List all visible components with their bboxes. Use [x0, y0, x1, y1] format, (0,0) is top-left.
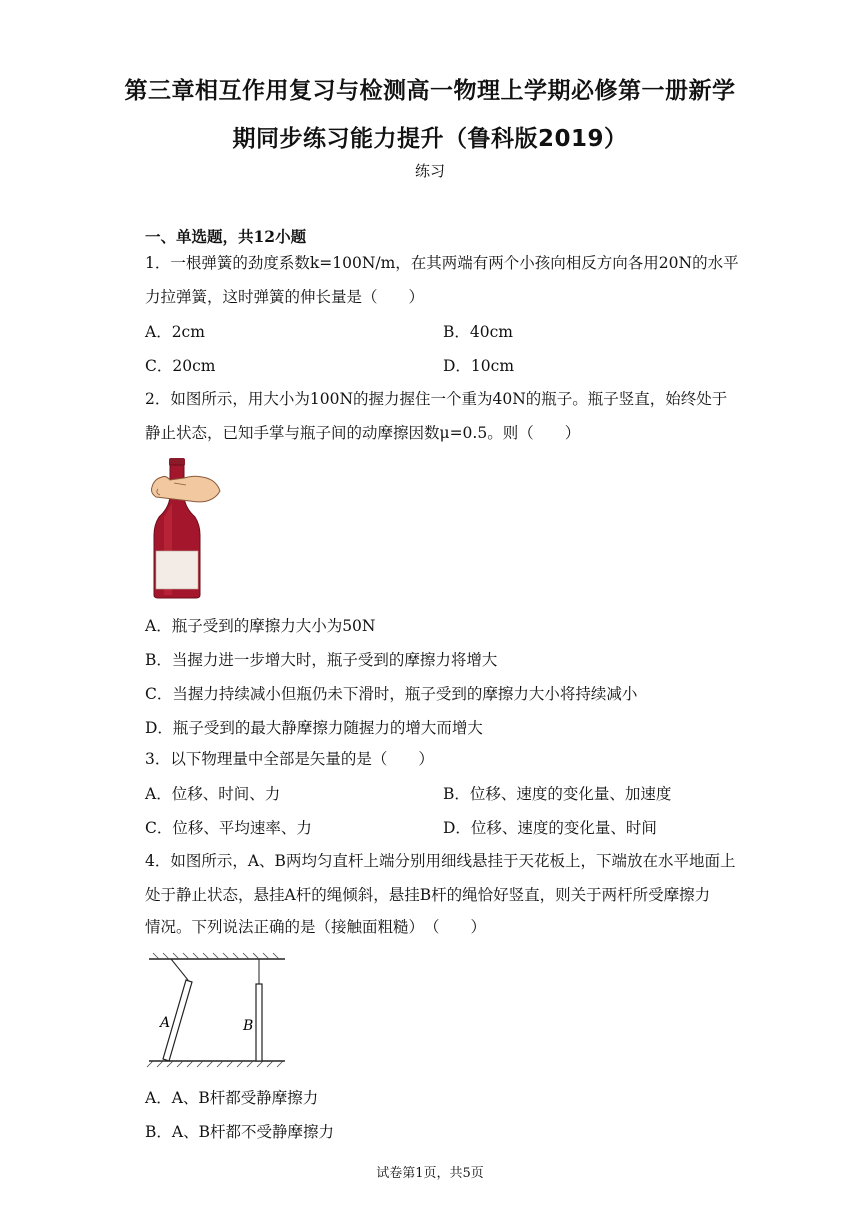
wine-bottle-hand-figure	[150, 455, 225, 600]
page-footer: 试卷第1页，共5页	[376, 1166, 484, 1181]
q4-line1: 4．如图所示，A、B两均匀直杆上端分别用细线悬挂于天花板上，下端放在水平地面上	[145, 852, 736, 870]
q1-option-a: A．2cm	[145, 323, 205, 341]
q3-option-c: C．位移、平均速率、力	[145, 819, 312, 837]
q2-option-d: D．瓶子受到的最大静摩擦力随握力的增大而增大	[145, 719, 483, 737]
q1-line2: 力拉弹簧，这时弹簧的伸长量是（ ）	[145, 288, 425, 306]
q3-line1: 3．以下物理量中全部是矢量的是（ ）	[145, 750, 434, 768]
rods-figure	[145, 950, 290, 1070]
q1-option-c: C．20cm	[145, 357, 216, 375]
q1-option-d: D．10cm	[443, 357, 515, 375]
q1-line1: 1．一根弹簧的劲度系数k=100N/m，在其两端有两个小孩向相反方向各用20N的水平	[145, 254, 739, 272]
q3-option-a: A．位移、时间、力	[145, 785, 281, 803]
q2-option-b: B．当握力进一步增大时，瓶子受到的摩擦力将增大	[145, 651, 498, 669]
page-title-line2: 期同步练习能力提升（鲁科版2019）	[232, 126, 628, 152]
q3-option-b: B．位移、速度的变化量、加速度	[443, 785, 672, 803]
q4-option-a: A．A、B杆都受静摩擦力	[145, 1089, 319, 1107]
rod-b-label: B	[243, 1018, 254, 1034]
page-title-line1: 第三章相互作用复习与检测高一物理上学期必修第一册新学	[124, 78, 736, 104]
q4-option-b: B．A、B杆都不受静摩擦力	[145, 1123, 334, 1141]
q2-line2: 静止状态，已知手掌与瓶子间的动摩擦因数μ=0.5。则（ ）	[145, 424, 581, 442]
q4-line3: 情况。下列说法正确的是（接触面粗糙） （ ）	[145, 918, 487, 936]
q2-line1: 2．如图所示，用大小为100N的握力握住一个重为40N的瓶子。瓶子竖直，始终处于	[145, 390, 728, 408]
q3-option-d: D．位移、速度的变化量、时间	[443, 819, 657, 837]
section-heading: 一、单选题，共12小题	[145, 227, 307, 246]
page-subtitle: 练习	[414, 162, 445, 180]
q2-option-c: C．当握力持续减小但瓶仍未下滑时，瓶子受到的摩擦力大小将持续减小	[145, 685, 638, 703]
rod-a-label: A	[160, 1015, 171, 1031]
q1-option-b: B．40cm	[443, 323, 513, 341]
q2-option-a: A．瓶子受到的摩擦力大小为50N	[145, 617, 376, 635]
q4-line2: 处于静止状态，悬挂A杆的绳倾斜，悬挂B杆的绳恰好竖直，则关于两杆所受摩擦力	[145, 886, 711, 904]
